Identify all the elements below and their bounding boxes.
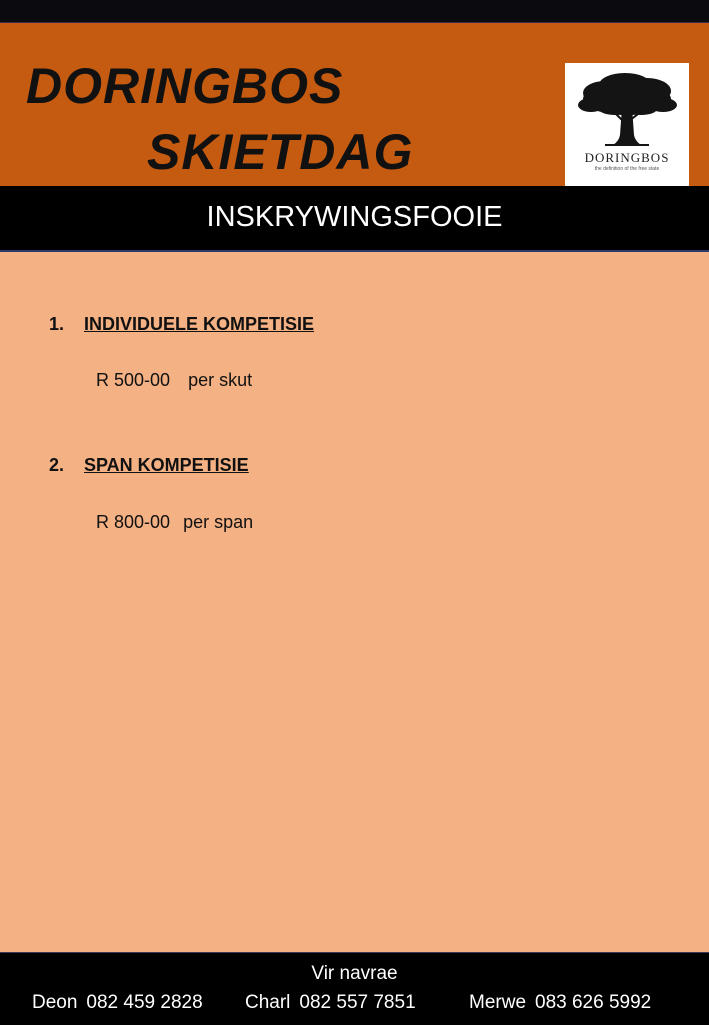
contact-name: Merwe: [469, 992, 527, 1013]
price-unit: per skut: [188, 370, 253, 390]
doringbos-logo: [565, 63, 689, 187]
item-label: SPAN KOMPETISIE: [84, 455, 249, 475]
price-line-team: [96, 513, 253, 531]
contact-phone: 083 626 5992: [535, 992, 652, 1013]
item-number: 2.: [49, 455, 65, 475]
competition-heading-team: [49, 456, 249, 474]
footer: [0, 952, 709, 1025]
footer-title: Vir navrae: [311, 963, 398, 984]
item-number: 1.: [49, 314, 65, 334]
contact-phone: 082 557 7851: [299, 992, 416, 1013]
price-amount: R 800-00: [96, 512, 171, 532]
title-line-1: DORINGBOS: [26, 58, 344, 114]
contact-deon: [32, 993, 203, 1012]
title-line-2: SKIETDAG: [147, 124, 414, 180]
item-label: INDIVIDUELE KOMPETISIE: [84, 314, 315, 334]
price-unit: per span: [183, 512, 254, 532]
tree-icon: [565, 63, 689, 153]
contact-merwe: [469, 993, 651, 1012]
top-bar: [0, 0, 709, 22]
competition-heading-individual: [49, 315, 314, 333]
section-bar: [0, 186, 709, 252]
price-amount: R 500-00: [96, 370, 171, 390]
contact-name: Deon: [32, 992, 78, 1013]
logo-wordmark: DORINGBOS: [584, 150, 670, 165]
logo-tagline: the definition of the free state: [594, 166, 660, 172]
contact-charl: [245, 993, 416, 1012]
contact-name: Charl: [245, 992, 291, 1013]
contact-phone: 082 459 2828: [86, 992, 203, 1013]
section-title: INSKRYWINGSFOOIE: [206, 201, 503, 233]
header-banner: [0, 22, 709, 187]
price-line-individual: [96, 371, 252, 389]
